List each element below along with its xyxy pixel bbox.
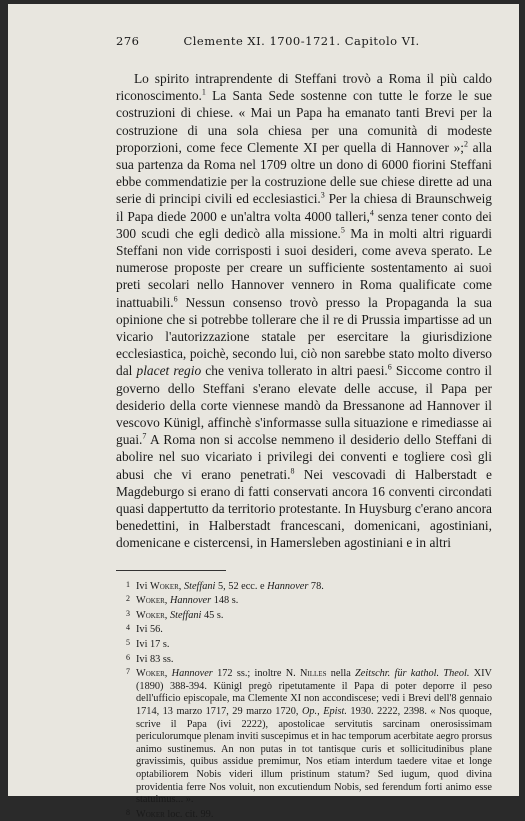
footnote xyxy=(116,608,492,623)
author-name: Woker xyxy=(136,808,165,820)
text-run: Lo spirito intraprendente di Steffani trovò a Roma il più caldo riconoscimento. xyxy=(116,71,492,104)
footnote xyxy=(116,666,492,807)
footnote-number: 5 xyxy=(126,638,130,648)
footnote-ref: 6 xyxy=(387,362,392,372)
text-run: La Santa Sede sostenne con tutte le forze le sue costruzioni di chiese. « Mai un Papa ha emanato tanti Brevi per la costruzione di una sola chiesa per una comunità di modeste proporzioni, come fece Clemente XI per quella di Hannover »; xyxy=(116,88,492,155)
footnote-number: 7 xyxy=(126,667,130,677)
text-run: Siccome contro il governo dello Steffani s'erano elevate delle accuse, il Papa per desiderio della corte viennese mandò da Bressanone ad Hannover il vescovo Künigl, affinchè s'informasse sulla situazione e rimediasse ai guai. xyxy=(116,363,492,448)
text-run: , xyxy=(164,668,172,680)
text-run: che veniva tollerato in altri paesi. xyxy=(201,363,388,379)
text-run: 78. xyxy=(308,580,324,592)
footnote xyxy=(116,807,492,821)
text-run: Per la chiesa di Braunschweig il Papa diede 2000 e un'altra volta 4000 talleri, xyxy=(116,191,492,224)
text-run: Nei vescovadi di Halberstadt e Magdeburgo si erano di fatti conservati ancora 16 conventi circondati quasi dappertutto da territorio protestante. In Huysburg c'erano ancora benedettini, in Halberstadt francescani, domenicani, agostiniani, domenicane e cistercensi, in Hamersleben agostiniani e in altri xyxy=(116,466,492,551)
italic-text: Hannover xyxy=(169,595,212,607)
footnotes xyxy=(116,579,492,821)
footnote xyxy=(116,593,492,608)
author-name: Woker xyxy=(136,668,165,680)
author-name: Nilles xyxy=(299,668,327,680)
footnote xyxy=(116,579,492,594)
running-head: Clemente XI. 1700-1721. Capitolo VI. xyxy=(183,34,420,48)
author-name: Woker xyxy=(136,609,165,621)
text-run: XIV (1890) 388-394. Künigl pregò ripetutamente il Papa di poter deporre il peso dell'ufficio episcopale, ma Clemente XI non accondiscese; vedi i Brevi dell'8 gennaio 1714, 13 marzo 1717, 29 marzo 1720, xyxy=(136,668,492,718)
text-run: , xyxy=(178,580,184,592)
footnote-ref: 3 xyxy=(320,190,325,200)
text-run: alla sua partenza da Roma nel 1709 oltre un dono di 6000 fiorini Steffani ebbe commendatizie per la costruzione delle sue chiese dirette ad una serie di principi civili ed ecclesiastici. xyxy=(116,139,492,207)
footnote-ref: 4 xyxy=(369,208,374,218)
page-number: 276 xyxy=(116,34,140,48)
italic-text: Steffani xyxy=(169,609,202,621)
text-run: 5, 52 ecc. e xyxy=(215,580,268,592)
footnote-ref: 5 xyxy=(340,225,345,235)
text-run: 1930. 2222, 2398. « Nos quoque, scrive il Papa (ivi 2222), apostolicae servitutis sarcinam onerosissimam periculorumque plenam inviti suscepimus et in hac temporum acerbitate aegro prorsus animo sustinemus. An non putas in tot tantisque curis et sollicitudinibus plane gravissimis, quibus assidue premimur, Nos etiam interdum taedere vitae et longe optabiliorem Nobis videri illum pristinum statum? Sed iugum, quod divina providentia ferre Nos voluit, non excutiendum Nobis, sed ferendum forti animo esse statuimus... ». xyxy=(136,706,492,806)
footnote-number: 1 xyxy=(126,579,130,589)
text-run: Ivi 83 ss. xyxy=(136,653,174,665)
text-run: 45 s. xyxy=(201,609,224,621)
footnote-ref: 7 xyxy=(142,431,147,441)
text-run: Ivi 56. xyxy=(136,624,163,636)
text-run: 172 ss.; inoltre N. xyxy=(212,668,300,680)
text-run: Ivi xyxy=(136,580,151,592)
italic-text: Hannover xyxy=(171,668,213,680)
italic-text: placet regio xyxy=(136,363,202,379)
book-page xyxy=(8,4,519,820)
footnote xyxy=(116,652,492,667)
text-run: Ivi 17 s. xyxy=(136,639,170,651)
text-run: loc. cit. 99. xyxy=(164,808,214,820)
main-text xyxy=(116,70,492,552)
text-run: , xyxy=(164,609,170,621)
footnote-ref: 2 xyxy=(463,139,468,149)
text-run: , xyxy=(164,595,170,607)
footnote-number: 6 xyxy=(126,652,130,662)
page-header xyxy=(116,34,491,48)
text-run: nella xyxy=(326,668,356,680)
footnote xyxy=(116,637,492,652)
footnote xyxy=(116,622,492,637)
footnote-ref: 8 xyxy=(290,466,295,476)
body-paragraph xyxy=(116,70,492,552)
author-name: Woker xyxy=(136,595,165,607)
text-run: Nessun consenso trovò presso la Propaganda la sua opinione che si potrebbe tollerare che il re di Prussia impartisse ad un vicario l'autorizzazione statale per esercitare la giurisdizione ecclesiastica, poichè, secondo lui, ciò non sarebbe stato molto diverso dal xyxy=(116,294,492,379)
text-run: 148 s. xyxy=(211,595,239,607)
footnote-ref: 6 xyxy=(173,294,178,304)
italic-text: Op., Epist. xyxy=(301,706,347,718)
footnote-ref: 1 xyxy=(201,87,206,97)
footnote-number: 4 xyxy=(126,623,130,633)
footnote-number: 2 xyxy=(126,594,130,604)
italic-text: Hannover xyxy=(267,580,309,592)
text-run: senza tener conto dei 300 scudi che egli dedicò alla missione. xyxy=(116,208,493,241)
footnote-number: 8 xyxy=(126,807,130,817)
italic-text: Steffani xyxy=(183,580,216,592)
text-run: A Roma non si accolse nemmeno il desiderio dello Steffani di abolire nel suo vicariato i privilegi dei conventi e togliere così gli abusi che vi erano penetrati. xyxy=(116,432,492,482)
text-run: Ma in molti altri riguardi Steffani non vide corrisposti i suoi desideri, come aveva sperato. Le numerose proposte per creare un sufficiente sostentamento ai suoi preti secolari nello Hannover vennero in Roma qualificate come inattuabili. xyxy=(116,225,492,310)
author-name: Woker xyxy=(150,580,179,592)
footnote-divider xyxy=(116,570,226,571)
italic-text: Zeitschr. für kathol. Theol. xyxy=(355,668,470,680)
footnote-number: 3 xyxy=(126,608,130,618)
